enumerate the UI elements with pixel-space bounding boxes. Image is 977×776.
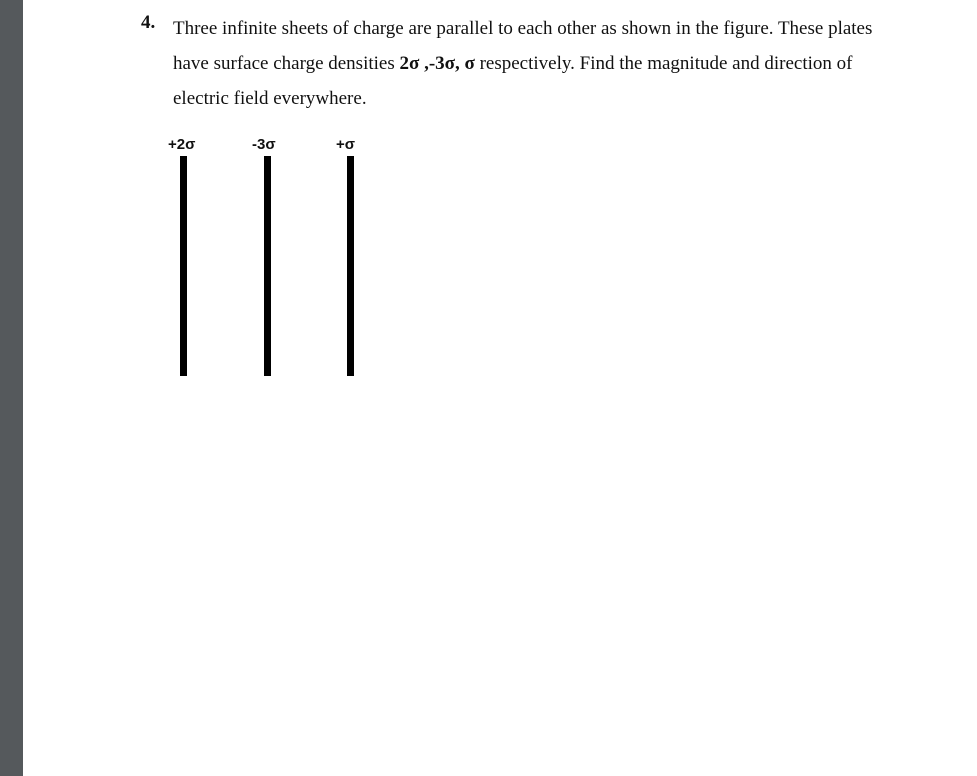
question-line-2-pre: have surface charge densities <box>173 53 400 74</box>
plate-2-label: -3σ <box>252 136 276 153</box>
question-line-1: Three infinite sheets of charge are parallel to each other as shown in the figure. These plates <box>173 18 873 39</box>
plate-3-label: +σ <box>336 136 356 153</box>
plates-figure <box>160 136 380 386</box>
charge-densities: 2σ ,-3σ, σ <box>399 53 475 74</box>
plate-1 <box>180 156 187 376</box>
question-line-2 <box>173 46 933 81</box>
question-line-3: electric field everywhere. <box>173 88 367 109</box>
question-text <box>173 11 933 116</box>
plate-2 <box>264 156 271 376</box>
left-scroll-rail <box>0 0 23 776</box>
question-line-2-post: respectively. Find the magnitude and direction of <box>474 53 853 74</box>
question-number: 4. <box>141 12 156 33</box>
plate-1-label: +2σ <box>168 136 196 153</box>
plate-3 <box>347 156 354 376</box>
